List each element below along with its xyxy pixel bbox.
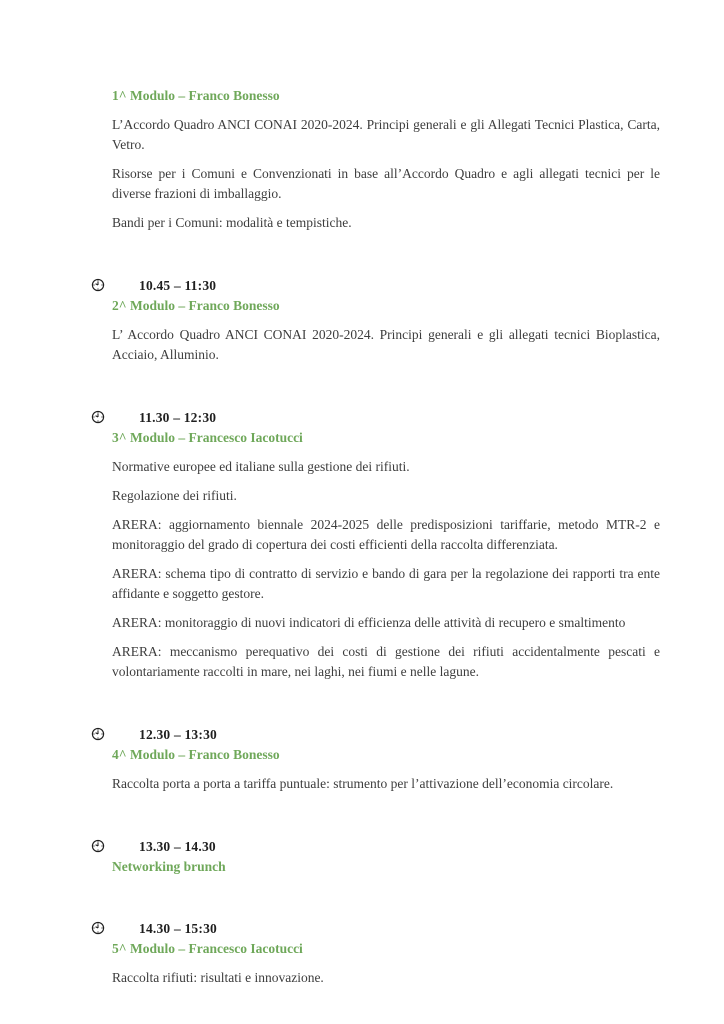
paragraph: ARERA: monitoraggio di nuovi indicatori di efficienza delle attività di recupero e smaltimento [112, 615, 626, 630]
time-label: 12.30 – 13:30 [139, 727, 217, 742]
module-title: 4^ Modulo – Franco Bonesso [112, 747, 280, 762]
agenda-section-1 [112, 86, 660, 233]
paragraph: Bandi per i Comuni: modalità e tempistiche. [112, 215, 352, 230]
clock-icon [91, 278, 105, 292]
paragraph: Regolazione dei rifiuti. [112, 488, 237, 503]
paragraph: Normative europee ed italiane sulla gestione dei rifiuti. [112, 459, 410, 474]
module-title: Networking brunch [112, 859, 226, 874]
agenda-section-5 [112, 837, 660, 876]
paragraph: ARERA: meccanismo perequativo dei costi di gestione dei rifiuti accidentalmente pescati e volontariamente raccolti in mare, nei laghi, nei fiumi e nelle lagune. [112, 644, 660, 679]
agenda-section-4 [112, 725, 660, 794]
clock-icon [91, 727, 105, 741]
time-row [112, 837, 660, 856]
time-label: 11.30 – 12:30 [139, 410, 217, 425]
time-label: 14.30 – 15:30 [139, 921, 217, 936]
paragraph: Raccolta porta a porta a tariffa puntuale: strumento per l’attivazione dell’economia circolare. [112, 776, 614, 791]
module-title: 3^ Modulo – Francesco Iacotucci [112, 430, 303, 445]
time-row [112, 919, 660, 938]
paragraph: L’ Accordo Quadro ANCI CONAI 2020-2024. Principi generali e gli allegati tecnici Bioplastica, Acciaio, Alluminio. [112, 327, 660, 362]
clock-icon [91, 921, 105, 935]
module-title: 1^ Modulo – Franco Bonesso [112, 88, 280, 103]
paragraph: ARERA: aggiornamento biennale 2024-2025 delle predisposizioni tariffarie, metodo MTR-2 e monitoraggio del grado di copertura dei costi efficienti della raccolta differenziata. [112, 517, 660, 552]
clock-icon [91, 410, 105, 424]
clock-icon [91, 839, 105, 853]
time-row [112, 276, 660, 295]
paragraph: Risorse per i Comuni e Convenzionati in base all’Accordo Quadro e agli allegati tecnici per le diverse frazioni di imballaggio. [112, 166, 660, 201]
paragraph: L’Accordo Quadro ANCI CONAI 2020-2024. Principi generali e gli Allegati Tecnici Plastica, Carta, Vetro. [112, 117, 660, 152]
agenda-section-2 [112, 276, 660, 365]
agenda-section-6 [112, 919, 660, 988]
time-row [112, 725, 660, 744]
paragraph: ARERA: schema tipo di contratto di servizio e bando di gara per la regolazione dei rapporti tra ente affidante e soggetto gestore. [112, 566, 660, 601]
agenda-section-3 [112, 408, 660, 682]
time-label: 10.45 – 11:30 [139, 278, 217, 293]
module-title: 2^ Modulo – Franco Bonesso [112, 298, 280, 313]
module-title: 5^ Modulo – Francesco Iacotucci [112, 941, 303, 956]
paragraph: Raccolta rifiuti: risultati e innovazione. [112, 970, 324, 985]
time-row [112, 408, 660, 427]
time-label: 13.30 – 14.30 [139, 839, 216, 854]
